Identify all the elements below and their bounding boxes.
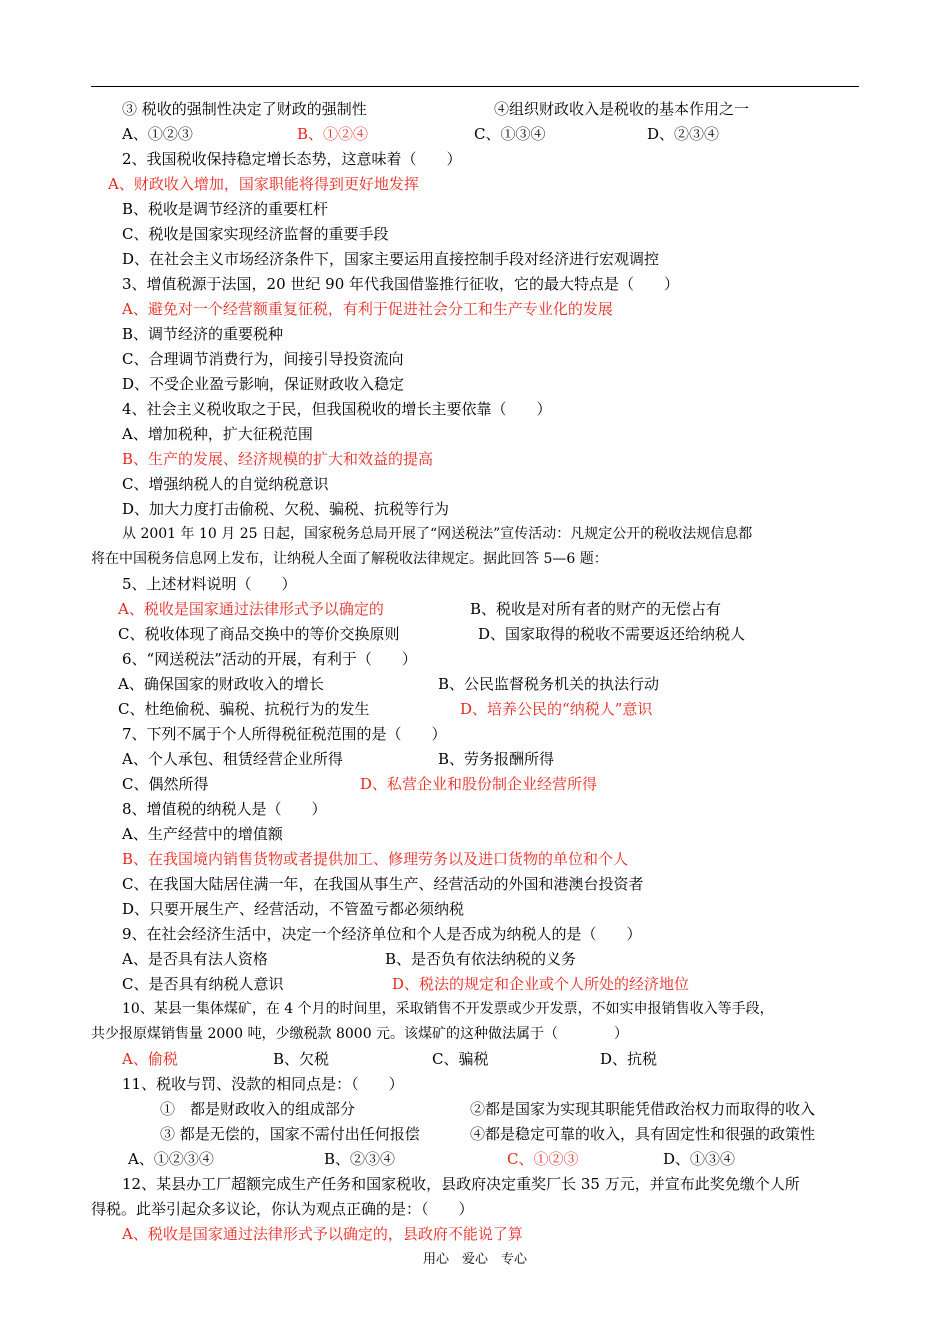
option-4c: C、增强纳税人的自觉纳税意识: [122, 475, 329, 493]
option-6b: B、公民监督税务机关的执法行动: [438, 675, 660, 693]
statement-11-1: ① 都是财政收入的组成部分: [160, 1100, 356, 1118]
option-11d: D、①③④: [663, 1150, 736, 1168]
option-3b: B、调节经济的重要税种: [122, 325, 284, 343]
option-4: ④组织财政收入是税收的基本作用之一: [494, 100, 750, 118]
page-footer: 用心 爱心 专心: [422, 1252, 527, 1267]
answer-9d: D、税法的规定和企业或个人所处的经济地位: [392, 975, 690, 993]
option-9c: C、是否具有纳税人意识: [122, 975, 284, 993]
material-paragraph-line2: 将在中国税务信息网上发布，让纳税人全面了解税收法律规定。据此回答 5—6 题：: [91, 551, 608, 567]
option-10d: D、抗税: [600, 1050, 658, 1068]
answer-3a: A、避免对一个经营额重复征税，有利于促进社会分工和生产专业化的发展: [122, 300, 613, 318]
question-3: 3、增值税源于法国，20 世纪 90 年代我国借鉴推行征收，它的最大特点是（ ）: [122, 275, 680, 293]
question-10-line2: 共少报原煤销售量 2000 吨，少缴税款 8000 元。该煤矿的这种做法属于（ ）: [91, 1026, 629, 1042]
statement-11-2: ②都是国家为实现其职能凭借政治权力而取得的收入: [470, 1100, 816, 1118]
answer-2a: A、财政收入增加，国家职能将得到更好地发挥: [108, 175, 419, 193]
option-8c: C、在我国大陆居住满一年，在我国从事生产、经营活动的外国和港澳台投资者: [122, 875, 644, 893]
option-4a: A、增加税种，扩大征税范围: [122, 425, 313, 443]
statement-11-3: ③ 都是无偿的，国家不需付出任何报偿: [160, 1125, 420, 1143]
question-10-line1: 10、某县一集体煤矿，在 4 个月的时间里，采取销售不开发票或少开发票，不如实申报销售收入等手段，: [122, 1001, 774, 1017]
option-7b: B、劳务报酬所得: [438, 750, 555, 768]
option-10b: B、欠税: [273, 1050, 330, 1068]
material-paragraph-line1: 从 2001 年 10 月 25 日起，国家税务总局开展了“网送税法”宣传活动：凡规定公开的税收法规信息都: [122, 526, 753, 542]
question-9: 9、在社会经济生活中，决定一个经济单位和个人是否成为纳税人的是（ ）: [122, 925, 642, 943]
answer-12a: A、税收是国家通过法律形式予以确定的，县政府不能说了算: [122, 1225, 523, 1243]
option-9b: B、是否负有依法纳税的义务: [385, 950, 577, 968]
answer-6d: D、培养公民的“纳税人”意识: [460, 700, 653, 718]
statement-11-4: ④都是稳定可靠的收入，具有固定性和很强的政策性: [470, 1125, 816, 1143]
answer-5a: A、税收是国家通过法律形式予以确定的: [118, 600, 384, 618]
question-5: 5、上述材料说明（ ）: [122, 575, 297, 593]
answer-10a: A、偷税: [122, 1050, 178, 1068]
option-9a: A、是否具有法人资格: [122, 950, 268, 968]
question-11: 11、税收与罚、没款的相同点是：（ ）: [122, 1075, 404, 1093]
option-5d: D、国家取得的税收不需要返还给纳税人: [478, 625, 746, 643]
choice-b-answer: B、①②④: [297, 125, 369, 143]
option-8a: A、生产经营中的增值额: [122, 825, 283, 843]
option-2b: B、税收是调节经济的重要杠杆: [122, 200, 329, 218]
question-7: 7、下列不属于个人所得税征税范围的是（ ）: [122, 725, 447, 743]
option-6c: C、杜绝偷税、骗税、抗税行为的发生: [118, 700, 370, 718]
question-2: 2、我国税收保持稳定增长态势，这意味着（ ）: [122, 150, 462, 168]
header-rule: [91, 86, 859, 87]
question-6: 6、“网送税法”活动的开展，有利于（ ）: [122, 650, 417, 668]
choice-a: A、①②③: [122, 125, 193, 143]
option-3d: D、不受企业盈亏影响，保证财政收入稳定: [122, 375, 405, 393]
choice-d: D、②③④: [647, 125, 720, 143]
option-5b: B、税收是对所有者的财产的无偿占有: [470, 600, 722, 618]
option-2d: D、在社会主义市场经济条件下，国家主要运用直接控制手段对经济进行宏观调控: [122, 250, 660, 268]
option-10c: C、骗税: [432, 1050, 489, 1068]
option-11b: B、②③④: [324, 1150, 396, 1168]
question-8: 8、增值税的纳税人是（ ）: [122, 800, 327, 818]
option-2c: C、税收是国家实现经济监督的重要手段: [122, 225, 389, 243]
question-4: 4、社会主义税收取之于民，但我国税收的增长主要依靠（ ）: [122, 400, 552, 418]
question-12-line1: 12、某县办工厂超额完成生产任务和国家税收，县政府决定重奖厂长 35 万元，并宣布此奖免缴个人所: [122, 1175, 800, 1193]
answer-8b: B、在我国境内销售货物或者提供加工、修理劳务以及进口货物的单位和个人: [122, 850, 629, 868]
answer-7d: D、私营企业和股份制企业经营所得: [360, 775, 598, 793]
option-3c: C、合理调节消费行为，间接引导投资流向: [122, 350, 404, 368]
option-8d: D、只要开展生产、经营活动，不管盈亏都必须纳税: [122, 900, 465, 918]
answer-4b: B、生产的发展、经济规模的扩大和效益的提高: [122, 450, 434, 468]
option-7c: C、偶然所得: [122, 775, 209, 793]
option-6a: A、确保国家的财政收入的增长: [118, 675, 324, 693]
question-12-line2: 得税。此举引起众多议论，你认为观点正确的是：（ ）: [91, 1200, 474, 1218]
answer-11c: C、①②③: [507, 1150, 579, 1168]
choice-c: C、①③④: [474, 125, 546, 143]
option-5c: C、税收体现了商品交换中的等价交换原则: [118, 625, 400, 643]
option-4d: D、加大力度打击偷税、欠税、骗税、抗税等行为: [122, 500, 450, 518]
option-11a: A、①②③④: [128, 1150, 214, 1168]
option-7a: A、个人承包、租赁经营企业所得: [122, 750, 343, 768]
option-3: ③ 税收的强制性决定了财政的强制性: [122, 100, 367, 118]
